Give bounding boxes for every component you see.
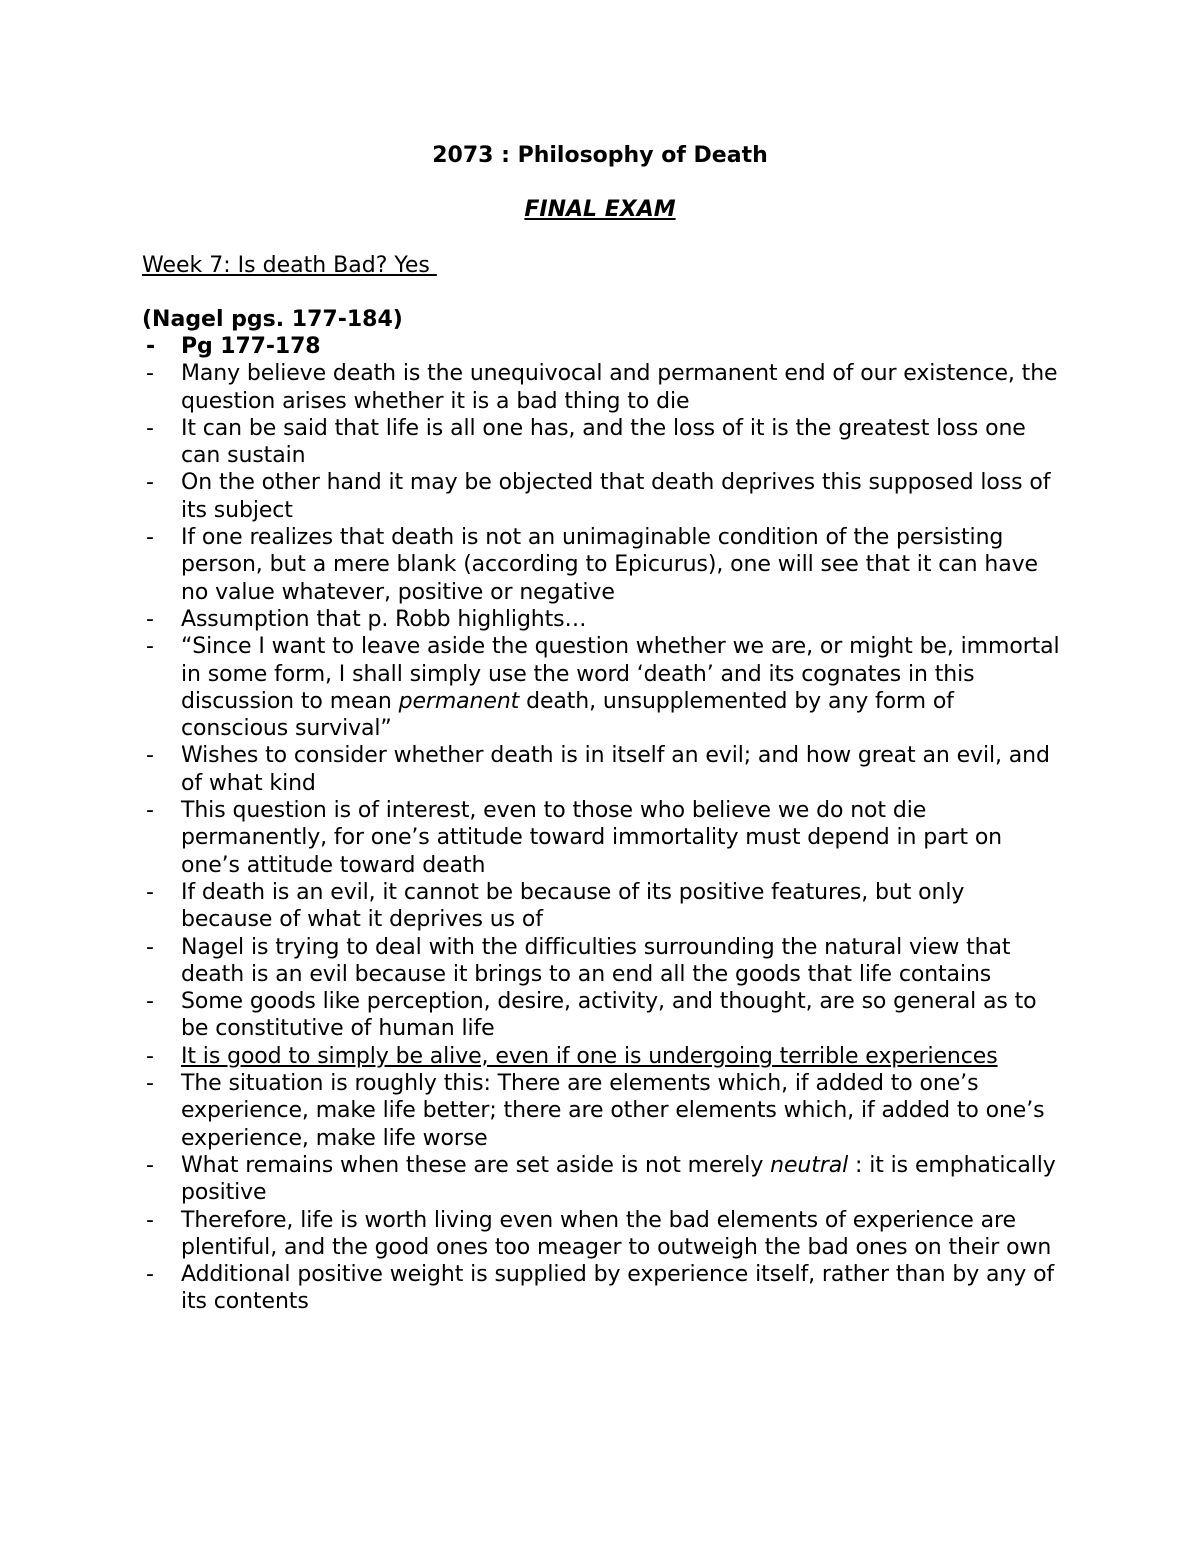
- note-text: Pg 177-178: [181, 334, 321, 359]
- bullet-dash: -: [146, 334, 156, 359]
- bullet-dash: -: [146, 743, 154, 769]
- bullet-dash: -: [146, 934, 154, 960]
- note-text-before: What remains when these are set aside is not merely: [181, 1152, 771, 1178]
- list-item: [142, 934, 1062, 989]
- document-title: 2073 : Philosophy of Death: [432, 143, 768, 168]
- bullet-dash: -: [146, 1043, 154, 1069]
- bullet-dash: -: [146, 415, 154, 441]
- bullet-dash: -: [146, 634, 154, 660]
- note-text: If one realizes that death is not an unimaginable condition of the persisting person, but a mere blank (according to Epicurus), one will see that it can have no value whatever, positive or negative: [181, 525, 1038, 605]
- bullet-dash: -: [146, 879, 154, 905]
- note-text: Nagel is trying to deal with the difficulties surrounding the natural view that death is an evil because it brings to an end all the goods that life contains: [181, 934, 1011, 987]
- list-item: [142, 797, 1062, 879]
- list-item: [142, 879, 1062, 934]
- note-text: The situation is roughly this: There are elements which, if added to one’s experience, make life better; there are other elements which, if added to one’s experience, make life worse: [181, 1071, 1045, 1151]
- exam-heading: FINAL EXAM: [524, 197, 676, 222]
- list-item: [142, 333, 1062, 360]
- note-text: If death is an evil, it cannot be because of its positive features, but only because of what it deprives us of: [181, 879, 965, 933]
- note-text: On the other hand it may be objected that death deprives this supposed loss of its subject: [181, 470, 1051, 523]
- list-item: [142, 1070, 1062, 1152]
- list-item: [142, 988, 1062, 1043]
- bullet-dash: -: [146, 361, 154, 387]
- note-text: Therefore, life is worth living even when the bad elements of experience are plentiful, and the good ones too meager to outweigh the bad ones on their own: [181, 1207, 1052, 1260]
- note-emphasis: permanent: [398, 688, 520, 714]
- note-text: Some goods like perception, desire, activity, and thought, are so general as to be constitutive of human life: [181, 989, 1037, 1042]
- list-item: [142, 1152, 1062, 1207]
- list-item: [142, 1261, 1062, 1316]
- week-heading: Week 7: Is death Bad? Yes: [142, 253, 437, 278]
- note-emphasis: neutral: [770, 1152, 849, 1178]
- bullet-dash: -: [146, 470, 154, 496]
- note-text-after: : it is emphatically positive: [181, 1152, 1056, 1206]
- list-item: [142, 524, 1062, 606]
- source-reference: (Nagel pgs. 177-184): [142, 307, 403, 332]
- note-text: It can be said that life is all one has, and the loss of it is the greatest loss one can sustain: [181, 415, 1026, 469]
- note-text: Additional positive weight is supplied by experience itself, rather than by any of its contents: [181, 1262, 1055, 1315]
- notes-list: [142, 333, 1062, 1316]
- note-text: Assumption that p. Robb highlights…: [181, 606, 587, 632]
- note-text: This question is of interest, even to those who believe we do not die permanently, for one’s attitude toward immortality must depend in part on one’s attitude toward death: [181, 798, 1003, 878]
- list-item: [142, 360, 1062, 415]
- note-text-after: death, unsupplemented by any form of conscious survival”: [181, 688, 954, 742]
- bullet-dash: -: [146, 798, 154, 824]
- note-text-before: “Since I want to leave aside the question whether we are, or might be, immortal in some form, I shall simply use the word ‘death’ and its cognates in this discussion to mean: [181, 634, 1060, 714]
- note-text-underlined: It is good to simply be alive, even if one is undergoing terrible experiences: [181, 1043, 998, 1069]
- bullet-dash: -: [146, 525, 154, 551]
- note-text: Wishes to consider whether death is in itself an evil; and how great an evil, and of what kind: [181, 743, 1050, 796]
- list-item: [142, 1207, 1062, 1262]
- bullet-dash: -: [146, 989, 154, 1015]
- list-item: [142, 606, 1062, 633]
- note-text: Many believe death is the unequivocal and permanent end of our existence, the question arises whether it is a bad thing to die: [181, 361, 1058, 414]
- list-item: [142, 415, 1062, 470]
- bullet-dash: -: [146, 606, 154, 632]
- bullet-dash: -: [146, 1152, 154, 1178]
- list-item: [142, 469, 1062, 524]
- bullet-dash: -: [146, 1262, 154, 1288]
- list-item: [142, 633, 1062, 742]
- list-item: [142, 742, 1062, 797]
- bullet-dash: -: [146, 1207, 154, 1233]
- list-item: [142, 1043, 1062, 1070]
- bullet-dash: -: [146, 1071, 154, 1097]
